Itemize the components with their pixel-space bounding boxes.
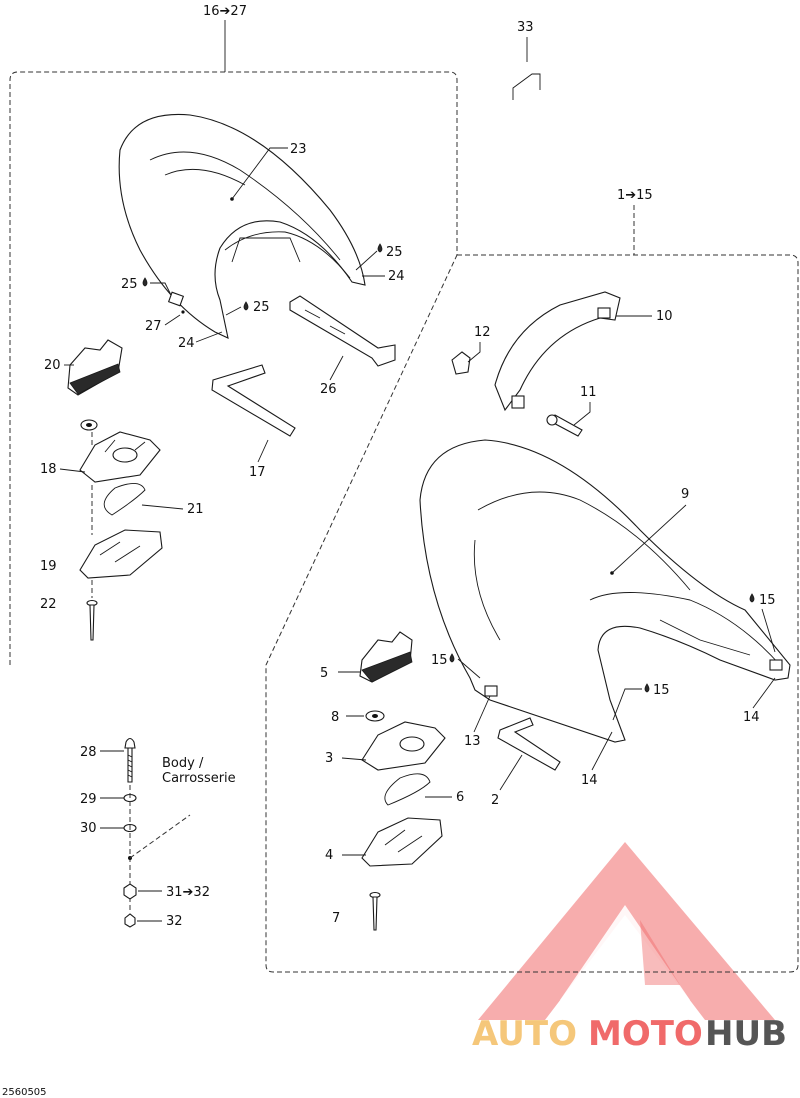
callout-14-b: 14	[581, 773, 598, 788]
part-7-rivet	[370, 893, 380, 931]
callout-17: 17	[249, 465, 266, 480]
watermark-hub: HUB	[705, 1014, 787, 1054]
part-4-housing	[362, 818, 442, 866]
callout-25-a: 25	[386, 245, 403, 260]
callout-20: 20	[44, 358, 61, 373]
part-21-spring	[104, 483, 145, 515]
part-32-nut	[125, 914, 135, 927]
document-number: 2560505	[2, 1087, 47, 1098]
watermark-moto: MOTO	[588, 1014, 703, 1054]
callout-13: 13	[464, 734, 481, 749]
part-33-clip	[513, 74, 540, 100]
callout-15-c: 15	[653, 683, 670, 698]
callout-18: 18	[40, 462, 57, 477]
callout-21: 21	[187, 502, 204, 517]
part-22-rivet	[87, 601, 97, 641]
callout-33: 33	[517, 20, 534, 35]
callout-25-c: 25	[253, 300, 270, 315]
callout-14-a: 14	[743, 710, 760, 725]
callout-24-b: 24	[178, 336, 195, 351]
body-label-line1: Body /	[162, 756, 204, 771]
callout-7: 7	[332, 911, 341, 926]
callout-23: 23	[290, 142, 307, 157]
callout-26: 26	[320, 382, 337, 397]
part-26-bracket	[290, 296, 395, 366]
callout-8: 8	[331, 710, 340, 725]
part-17-hex-key	[212, 365, 295, 436]
part-20-latch	[68, 340, 122, 395]
part-28-bolt	[125, 739, 135, 783]
group-outline-left	[10, 20, 457, 665]
callout-19: 19	[40, 559, 57, 574]
callout-24-a: 24	[388, 269, 405, 284]
part-12-nut	[452, 352, 470, 374]
part-23-seat	[119, 114, 365, 338]
group-label-left: 16➔27	[203, 4, 247, 19]
part-9-seat	[420, 440, 790, 742]
callout-22: 22	[40, 597, 57, 612]
part-11-screw	[547, 415, 582, 436]
callout-5: 5	[320, 666, 329, 681]
part-31-nut	[124, 884, 136, 899]
part-18-lock-base	[80, 432, 160, 482]
callout-4: 4	[325, 848, 334, 863]
part-10-handle	[495, 292, 620, 410]
watermark-logo	[472, 842, 787, 1054]
part-2-hex-key	[498, 718, 560, 770]
callout-10: 10	[656, 309, 673, 324]
callout-30: 30	[80, 821, 97, 836]
watermark-auto: AUTO	[472, 1014, 577, 1054]
callout-15-b: 15	[431, 653, 448, 668]
part-5-latch	[360, 632, 412, 682]
part-3-lock-base	[362, 722, 445, 770]
part-19-housing	[80, 530, 162, 578]
callout-32: 32	[166, 914, 183, 929]
part-6-spring	[385, 774, 430, 805]
body-label-line2: Carrosserie	[162, 771, 236, 786]
callout-11: 11	[580, 385, 597, 400]
callout-2: 2	[491, 793, 500, 808]
callout-15-a: 15	[759, 593, 776, 608]
group-label-right: 1➔15	[617, 188, 653, 203]
callout-28: 28	[80, 745, 97, 760]
callout-27: 27	[145, 319, 162, 334]
callout-31-32: 31➔32	[166, 885, 210, 900]
callout-25-b: 25	[121, 277, 138, 292]
callout-9: 9	[681, 487, 690, 502]
callout-6: 6	[456, 790, 465, 805]
callout-3: 3	[325, 751, 334, 766]
callout-12: 12	[474, 325, 491, 340]
callout-29: 29	[80, 792, 97, 807]
